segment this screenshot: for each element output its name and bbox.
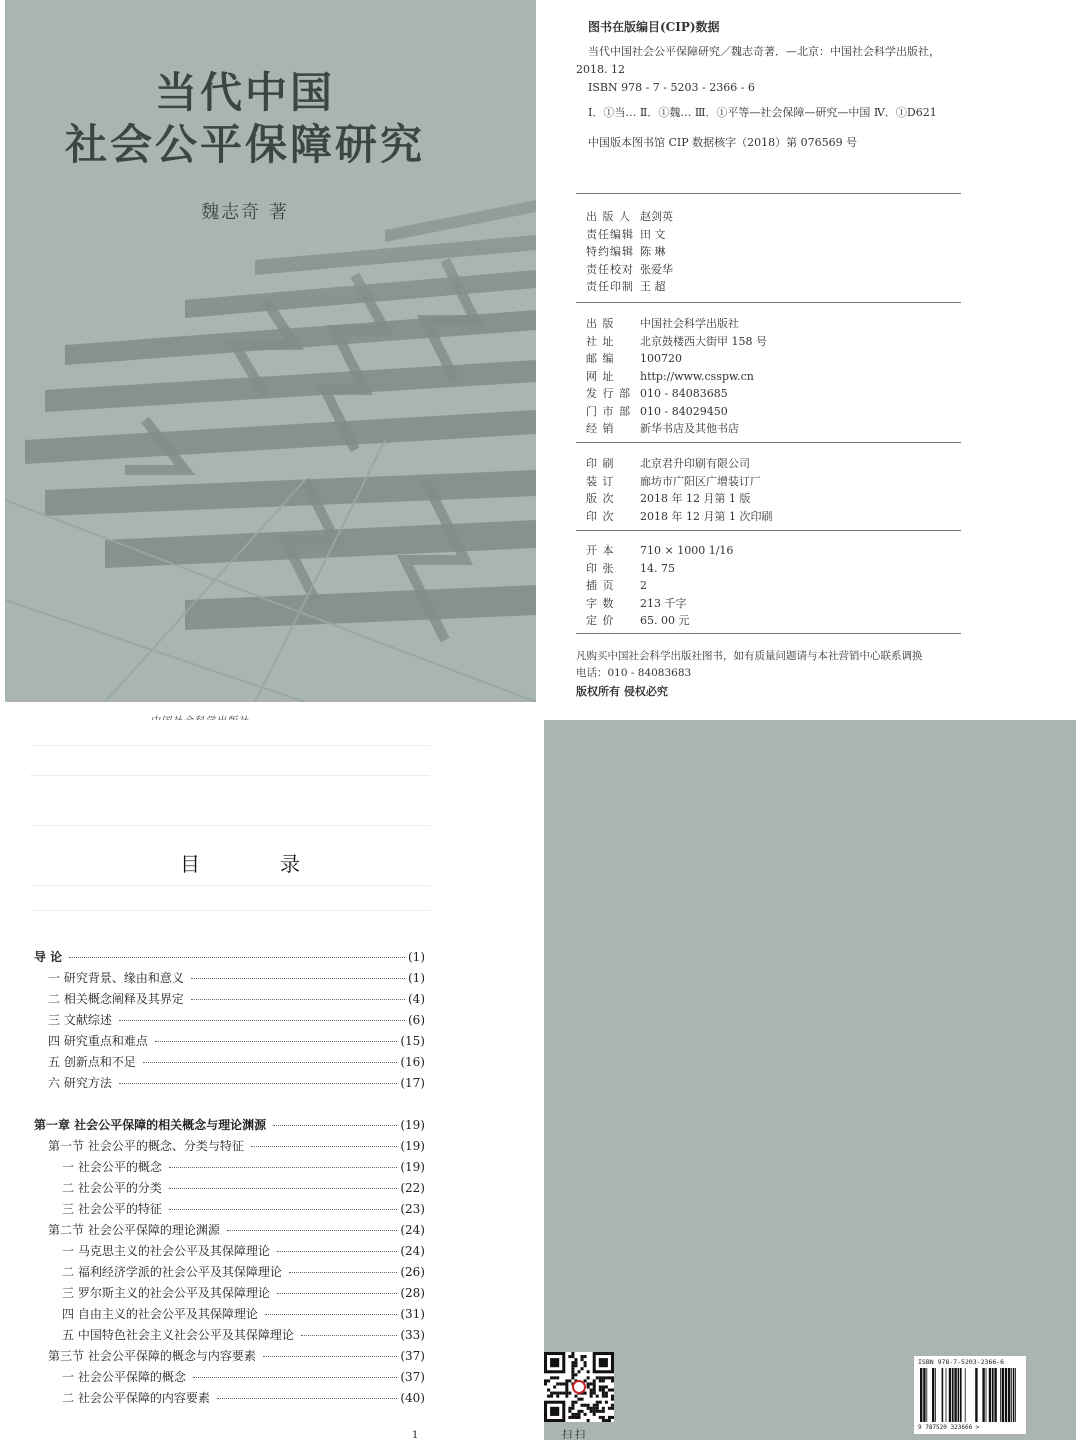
info-value: http://www.csspw.cn — [640, 369, 754, 383]
toc-entry-label: 四 研究重点和难点 — [48, 1034, 148, 1048]
toc-entry-label: 三 文献综述 — [48, 1013, 112, 1027]
info-row — [586, 473, 761, 489]
toc-page-number: (23) — [400, 1202, 425, 1216]
info-value: 100720 — [640, 352, 682, 365]
toc-entry-label: 二 社会公平保障的内容要素 — [62, 1391, 210, 1405]
toc-entry-label: 二 社会公平的分类 — [62, 1181, 162, 1195]
toc-row[interactable] — [34, 1116, 425, 1133]
show-through-line — [30, 775, 430, 776]
toc-row[interactable] — [48, 969, 425, 986]
info-row — [586, 542, 733, 558]
toc-row[interactable] — [62, 1200, 425, 1217]
info-value: 新华书店及其他书店 — [640, 422, 739, 435]
qr-code-icon — [544, 1352, 614, 1422]
toc-leader-dots — [193, 1377, 398, 1378]
toc-leader-dots — [169, 1167, 398, 1168]
info-label: 出 版 人 — [586, 210, 631, 223]
toc-page-number: (24) — [400, 1223, 425, 1237]
cover-title-line-2: 社会公平保障研究 — [64, 120, 425, 169]
info-label: 门 市 部 — [586, 404, 631, 418]
toc-entry-label: 五 创新点和不足 — [48, 1055, 136, 1069]
info-value: 张爱华 — [640, 262, 673, 276]
toc-entry-label: 一 马克思主义的社会公平及其保障理论 — [62, 1244, 270, 1258]
toc-entry-label: 一 研究背景、缘由和意义 — [48, 971, 184, 985]
toc-entry-label: 一 社会公平的概念 — [62, 1160, 162, 1174]
info-row — [586, 278, 666, 294]
back-cover — [544, 720, 1076, 1440]
toc-page-number: (26) — [400, 1265, 425, 1279]
copyright-page — [548, 0, 1080, 710]
divider — [576, 530, 961, 531]
info-row — [586, 368, 754, 384]
info-label: 装 订 — [586, 474, 615, 488]
classification-line: Ⅰ．①当… Ⅱ．①魏… Ⅲ．①平等—社会保障—研究—中国 Ⅳ．①D621 — [588, 106, 937, 119]
info-label: 版 次 — [586, 492, 615, 505]
barcode-icon — [914, 1356, 1026, 1434]
info-label: 责任编辑 — [586, 227, 634, 241]
info-value: 2018 年 12 月第 1 版 — [640, 492, 751, 505]
show-through-line — [30, 825, 430, 826]
toc-page-number: (19) — [400, 1160, 425, 1174]
info-row — [586, 226, 666, 242]
toc-row[interactable] — [48, 1221, 425, 1238]
toc-entry-label: 一 社会公平保障的概念 — [62, 1370, 186, 1384]
toc-entry-label: 第一节 社会公平的概念、分类与特征 — [48, 1139, 244, 1153]
info-row — [586, 508, 772, 524]
notice-phone: 电话：010 - 84083683 — [576, 667, 692, 679]
toc-entry-label: 四 自由主义的社会公平及其保障理论 — [62, 1307, 258, 1321]
toc-leader-dots — [191, 999, 405, 1000]
info-row — [586, 403, 728, 419]
cip-number: 中国版本图书馆 CIP 数据核字（2018）第 076569 号 — [588, 136, 858, 149]
cip-line-2: 2018. 12 — [576, 63, 625, 76]
info-value: 北京君升印刷有限公司 — [640, 457, 750, 470]
toc-page-number: (19) — [400, 1139, 425, 1153]
page-number: 1 — [412, 1430, 419, 1440]
toc-entry-label: 导 论 — [34, 950, 63, 964]
toc-page-number: (28) — [400, 1286, 425, 1300]
show-through-line — [30, 910, 430, 911]
toc-entry-label: 六 研究方法 — [48, 1076, 112, 1090]
info-value: 2018 年 12 月第 1 次印刷 — [640, 509, 773, 523]
cover-title-line-1: 当代中国 — [154, 68, 335, 117]
show-through-line — [30, 745, 430, 746]
isbn-barcode — [914, 1356, 1026, 1434]
info-row — [586, 315, 739, 331]
info-row — [586, 261, 673, 277]
info-row — [586, 420, 739, 436]
toc-leader-dots — [227, 1230, 398, 1231]
toc-leader-dots — [273, 1125, 397, 1126]
barcode-isbn-text: ISBN 978-7-5203-2366-6 — [918, 1358, 1005, 1366]
toc-page-number: (16) — [400, 1055, 425, 1069]
toc-leader-dots — [289, 1272, 398, 1273]
info-value: 王 超 — [640, 280, 666, 293]
info-value: 田 文 — [640, 227, 666, 241]
info-value: 010 - 84029450 — [640, 404, 728, 418]
toc-row[interactable] — [48, 1074, 425, 1091]
toc-page-number: (31) — [400, 1307, 425, 1321]
rights-statement: 版权所有 侵权必究 — [576, 685, 668, 698]
toc-leader-dots — [119, 1020, 405, 1021]
info-row — [586, 455, 750, 471]
toc-page-number: (19) — [400, 1118, 425, 1132]
info-value: 陈 琳 — [640, 245, 666, 258]
info-row — [586, 577, 647, 593]
info-label: 字 数 — [586, 596, 615, 610]
cover-author: 魏志奇 著 — [201, 202, 289, 223]
info-row — [586, 333, 767, 349]
toc-row[interactable] — [62, 1179, 425, 1196]
toc-leader-dots — [169, 1209, 398, 1210]
toc-leader-dots — [277, 1251, 398, 1252]
toc-page-number: (1) — [408, 971, 425, 985]
info-value: 廊坊市广阳区广增装订厂 — [640, 474, 761, 488]
toc-row[interactable] — [62, 1158, 425, 1175]
info-label: 发 行 部 — [586, 387, 631, 400]
toc-row[interactable] — [48, 990, 425, 1007]
toc-row[interactable] — [62, 1326, 425, 1343]
barcode-ean-text: 9 787520 323666 > — [918, 1424, 980, 1431]
info-label: 责任印制 — [586, 280, 634, 293]
toc-title-char: 目 — [180, 852, 200, 876]
toc-entry-label: 第二节 社会公平保障的理论渊源 — [48, 1223, 220, 1237]
info-label: 印 张 — [586, 561, 615, 575]
toc-entry-label: 第一章 社会公平保障的相关概念与理论渊源 — [34, 1118, 267, 1132]
info-row — [586, 243, 666, 259]
toc-leader-dots — [217, 1398, 398, 1399]
isbn-line: ISBN 978 - 7 - 5203 - 2366 - 6 — [588, 81, 755, 94]
toc-page-number: (4) — [408, 992, 425, 1006]
toc-leader-dots — [265, 1314, 398, 1315]
show-through-line — [30, 885, 430, 886]
divider — [576, 302, 961, 303]
info-label: 网 址 — [586, 369, 615, 383]
info-row — [586, 612, 689, 628]
info-value: 赵剑英 — [640, 210, 673, 223]
info-label: 经 销 — [586, 422, 615, 435]
info-value: 213 千字 — [640, 596, 687, 610]
info-value: 010 - 84083685 — [640, 387, 728, 400]
toc-leader-dots — [143, 1062, 398, 1063]
toc-row[interactable] — [62, 1389, 425, 1406]
toc-leader-dots — [191, 978, 405, 979]
quality-notice: 凡购买中国社会科学出版社图书，如有质量问题请与本社营销中心联系调换 — [576, 650, 923, 662]
toc-entry-label: 五 中国特色社会主义社会公平及其保障理论 — [62, 1328, 294, 1342]
info-label: 责任校对 — [586, 262, 634, 276]
toc-row[interactable] — [48, 1032, 425, 1049]
toc-row[interactable] — [62, 1368, 425, 1385]
info-value: 65. 00 元 — [640, 614, 690, 627]
toc-leader-dots — [301, 1335, 398, 1336]
info-label: 邮 编 — [586, 352, 615, 365]
toc-page-number: (37) — [400, 1370, 425, 1384]
divider — [576, 442, 961, 443]
info-value: 710 × 1000 1/16 — [640, 544, 734, 557]
toc-page-number: (24) — [400, 1244, 425, 1258]
toc-page-number: (1) — [408, 950, 425, 964]
info-value: 北京鼓楼西大街甲 158 号 — [640, 334, 767, 348]
info-row — [586, 208, 673, 224]
toc-page-number: (17) — [400, 1076, 425, 1090]
info-row — [586, 595, 687, 611]
info-label: 特约编辑 — [586, 245, 634, 258]
info-label: 定 价 — [586, 614, 615, 627]
toc-row[interactable] — [48, 1137, 425, 1154]
info-label: 出 版 — [586, 317, 615, 330]
toc-entry-label: 三 社会公平的特征 — [62, 1202, 162, 1216]
toc-row[interactable] — [62, 1305, 425, 1322]
toc-page-number: (22) — [400, 1181, 425, 1195]
divider — [576, 193, 961, 194]
toc-row[interactable] — [62, 1242, 425, 1259]
toc-entry-label: 二 福利经济学派的社会公平及其保障理论 — [62, 1265, 282, 1279]
toc-leader-dots — [69, 957, 405, 958]
info-label: 印 次 — [586, 509, 615, 523]
info-value: 2 — [640, 579, 647, 592]
info-row — [586, 560, 675, 576]
info-row — [586, 350, 682, 366]
toc-leader-dots — [155, 1041, 398, 1042]
cip-heading: 图书在版编目(CIP)数据 — [588, 20, 720, 34]
toc-leader-dots — [169, 1188, 398, 1189]
toc-row[interactable] — [34, 948, 425, 965]
toc-title — [180, 848, 300, 877]
toc-leader-dots — [277, 1293, 398, 1294]
front-cover — [5, 0, 536, 702]
toc-page-number: (37) — [400, 1349, 425, 1363]
info-value: 14. 75 — [640, 561, 675, 575]
toc-page-number: (6) — [408, 1013, 425, 1027]
toc-leader-dots — [251, 1146, 398, 1147]
toc-row[interactable] — [48, 1011, 425, 1028]
toc-entry-label: 二 相关概念阐释及其界定 — [48, 992, 184, 1006]
toc-entry-label: 第三节 社会公平保障的概念与内容要素 — [48, 1349, 256, 1363]
toc-row[interactable] — [62, 1263, 425, 1280]
qr-caption: 扫 扫 — [562, 1430, 586, 1440]
info-row — [586, 490, 750, 506]
cip-line-1: 当代中国社会公平保障研究／魏志奇著．—北京：中国社会科学出版社， — [588, 45, 940, 58]
toc-row[interactable] — [48, 1053, 425, 1070]
toc-row[interactable] — [48, 1347, 425, 1364]
toc-page — [0, 720, 540, 1440]
toc-leader-dots — [119, 1083, 398, 1084]
divider — [576, 633, 961, 634]
info-label: 印 刷 — [586, 457, 615, 470]
toc-leader-dots — [263, 1356, 398, 1357]
toc-row[interactable] — [62, 1284, 425, 1301]
info-row — [586, 385, 728, 401]
toc-page-number: (40) — [400, 1391, 425, 1405]
info-label: 社 址 — [586, 334, 615, 348]
info-label: 插 页 — [586, 579, 615, 592]
info-label: 开 本 — [586, 544, 615, 557]
info-value: 中国社会科学出版社 — [640, 317, 739, 330]
toc-title-char: 录 — [280, 852, 300, 876]
toc-page-number: (33) — [400, 1328, 425, 1342]
toc-entry-label: 三 罗尔斯主义的社会公平及其保障理论 — [62, 1286, 270, 1300]
toc-page-number: (15) — [400, 1034, 425, 1048]
